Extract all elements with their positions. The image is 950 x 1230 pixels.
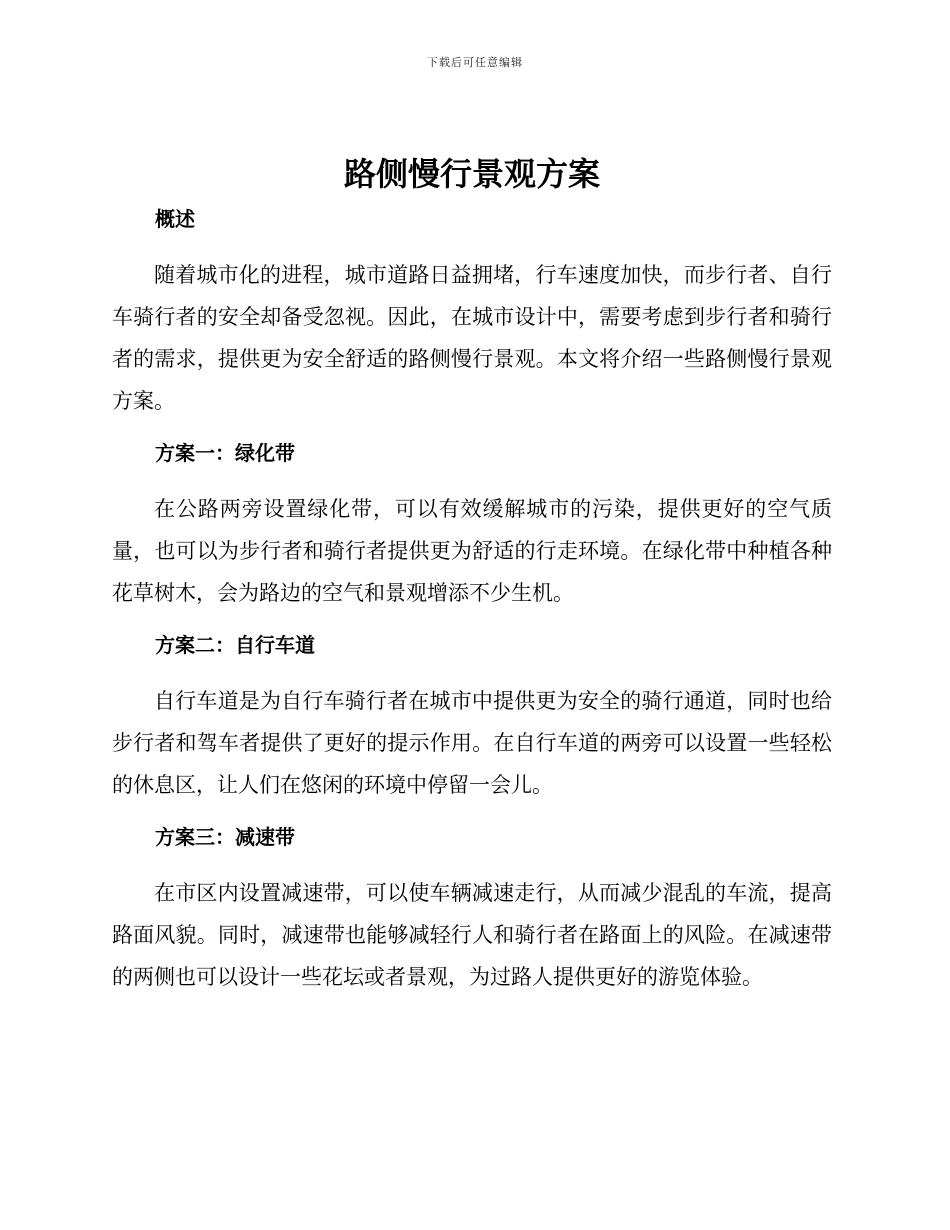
paragraph-plan-3: 在市区内设置减速带，可以使车辆减速走行，从而减少混乱的车流，提高路面风貌。同时，减速带也能够减轻行人和骑行者在路面上的风险。在减速带的两侧也可以设计一些花坛或者景观，为过路人提供更好的游览体验。	[112, 881, 832, 989]
document-title: 路侧慢行景观方案	[343, 155, 600, 193]
section-heading-plan-2: 方案二：自行车道	[155, 633, 315, 657]
section-heading-overview: 概述	[155, 207, 195, 231]
paragraph-plan-2: 自行车道是为自行车骑行者在城市中提供更为安全的骑行通道，同时也给步行者和驾车者提供了更好的提示作用。在自行车道的两旁可以设置一些轻松的休息区，让人们在悠闲的环境中停留一会儿。	[112, 689, 832, 797]
paragraph-overview: 随着城市化的进程，城市道路日益拥堵，行车速度加快，而步行者、自行车骑行者的安全却备受忽视。因此，在城市设计中，需要考虑到步行者和骑行者的需求，提供更为安全舒适的路侧慢行景观。本文将介绍一些路侧慢行景观方案。	[112, 263, 832, 413]
section-heading-plan-1: 方案一：绿化带	[155, 441, 295, 465]
paragraph-plan-1: 在公路两旁设置绿化带，可以有效缓解城市的污染，提供更好的空气质量，也可以为步行者和骑行者提供更为舒适的行走环境。在绿化带中种植各种花草树木，会为路边的空气和景观增添不少生机。	[112, 497, 832, 605]
section-heading-plan-3: 方案三：减速带	[155, 825, 295, 849]
document-content	[112, 148, 832, 1014]
header-note: 下载后可任意编辑	[427, 56, 523, 69]
